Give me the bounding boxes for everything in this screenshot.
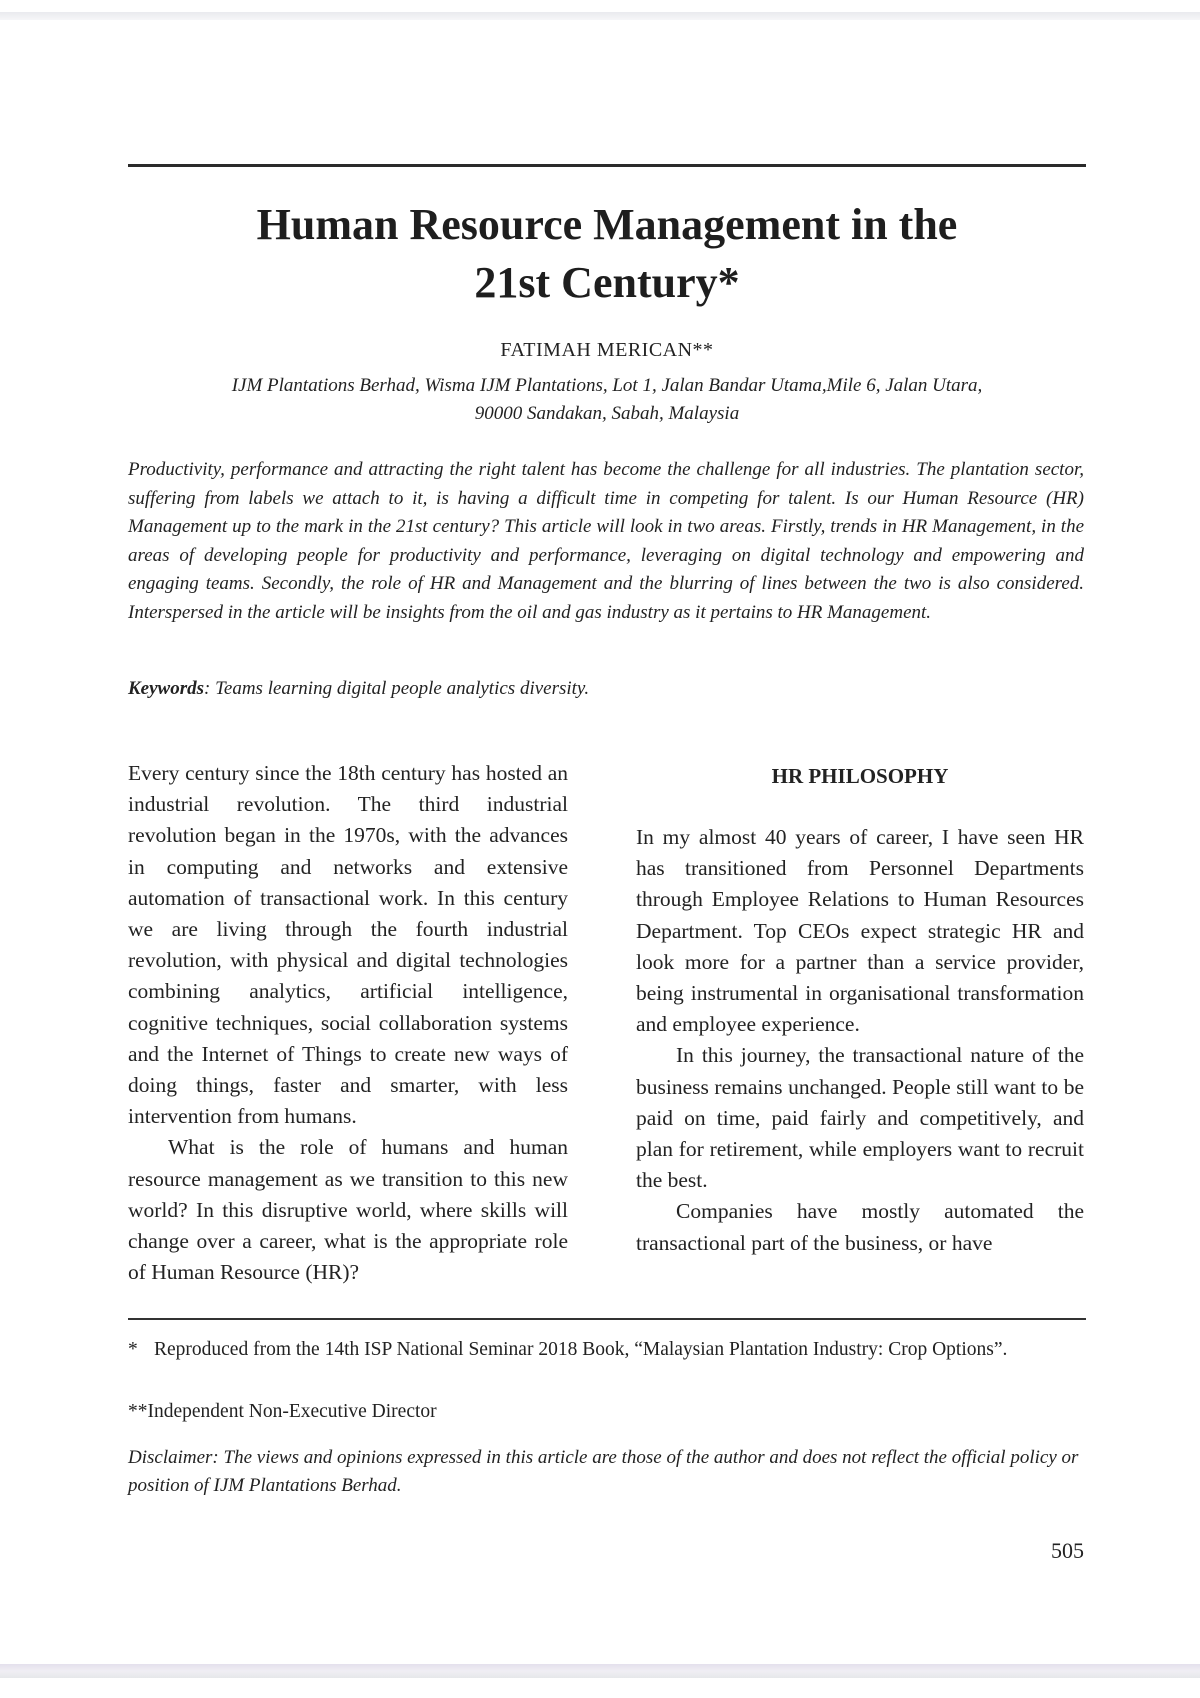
scan-edge-top xyxy=(0,12,1200,20)
right-paragraph-1: In my almost 40 years of career, I have seen HR has transitioned from Personnel Departments through Employee Relations to Human Resources Department. Top CEOs expect strategic HR and look more for a partner than a service provider, being instrumental in organisational transformation and employee experience. xyxy=(636,825,1084,1037)
footnote-1 xyxy=(128,1336,1084,1364)
section-heading-hr-philosophy: HR PHILOSOPHY xyxy=(771,764,949,788)
left-paragraph-1: Every century since the 18th century has hosted an industrial revolution. The third industrial revolution began in the 1970s, with the advances in computing and networks and extensive automation of transactional work. In this century we are living through the fourth industrial revolution, with physical and digital technologies combining analytics, artificial intelligence, cognitive techniques, social collaboration systems and the Internet of Things to create new ways of doing things, faster and smarter, with less intervention from humans. xyxy=(128,761,568,1129)
author-affiliation xyxy=(128,372,1086,428)
disclaimer: Disclaimer: The views and opinions expressed in this article are those of the author and does not reflect the official policy or position of IJM Plantations Berhad. xyxy=(128,1447,1079,1496)
right-paragraph-3: Companies have mostly automated the transactional part of the business, or have xyxy=(636,1199,1084,1255)
footnote-1-text: Reproduced from the 14th ISP National Seminar 2018 Book, “Malaysian Plantation Industry: Crop Options”. xyxy=(154,1339,1008,1360)
article-title xyxy=(128,196,1086,312)
footnote-1-mark: * xyxy=(128,1339,138,1360)
body-left-column xyxy=(128,758,568,1288)
keywords xyxy=(128,676,1084,702)
right-paragraph-2: In this journey, the transactional nature of the business remains unchanged. People still want to be paid on time, paid fairly and competitively, and plan for retirement, while employers want to recruit the best. xyxy=(636,1043,1084,1193)
abstract: Productivity, performance and attracting the right talent has become the challenge for all industries. The plantation sector, suffering from labels we attach to it, is having a difficult time in competing for talent. Is our Human Resource (HR) Management up to the mark in the 21st century? This article will look in two areas. Firstly, trends in HR Management, in the areas of developing people for productivity and performance, leveraging on digital technology and empowering and engaging teams. Secondly, the role of HR and Management and the blurring of lines between the two is also considered. Interspersed in the article will be insights from the oil and gas industry as it pertains to HR Management. xyxy=(128,459,1084,623)
page-number: 505 xyxy=(1051,1538,1084,1563)
scan-edge-bottom xyxy=(0,1664,1200,1678)
footnote-rule xyxy=(128,1318,1086,1320)
keywords-label: Keywords xyxy=(128,678,204,699)
header-rule xyxy=(128,164,1086,167)
body-right-column xyxy=(636,822,1084,1259)
left-paragraph-2: What is the role of humans and human resource management as we transition to this new world? In this disruptive world, where skills will change over a career, what is the appropriate role of Human Resource (HR)? xyxy=(128,1135,568,1285)
affiliation-line-1: IJM Plantations Berhad, Wisma IJM Plantations, Lot 1, Jalan Bandar Utama,Mile 6, Jalan Utara, xyxy=(231,375,983,396)
author-name: FATIMAH MERICAN** xyxy=(500,339,714,361)
title-line-2: 21st Century* xyxy=(474,258,740,307)
affiliation-line-2: 90000 Sandakan, Sabah, Malaysia xyxy=(474,403,740,424)
footnote-2: **Independent Non-Executive Director xyxy=(128,1401,437,1422)
title-line-1: Human Resource Management in the xyxy=(256,200,958,249)
keywords-list: : Teams learning digital people analytics diversity. xyxy=(204,678,590,699)
